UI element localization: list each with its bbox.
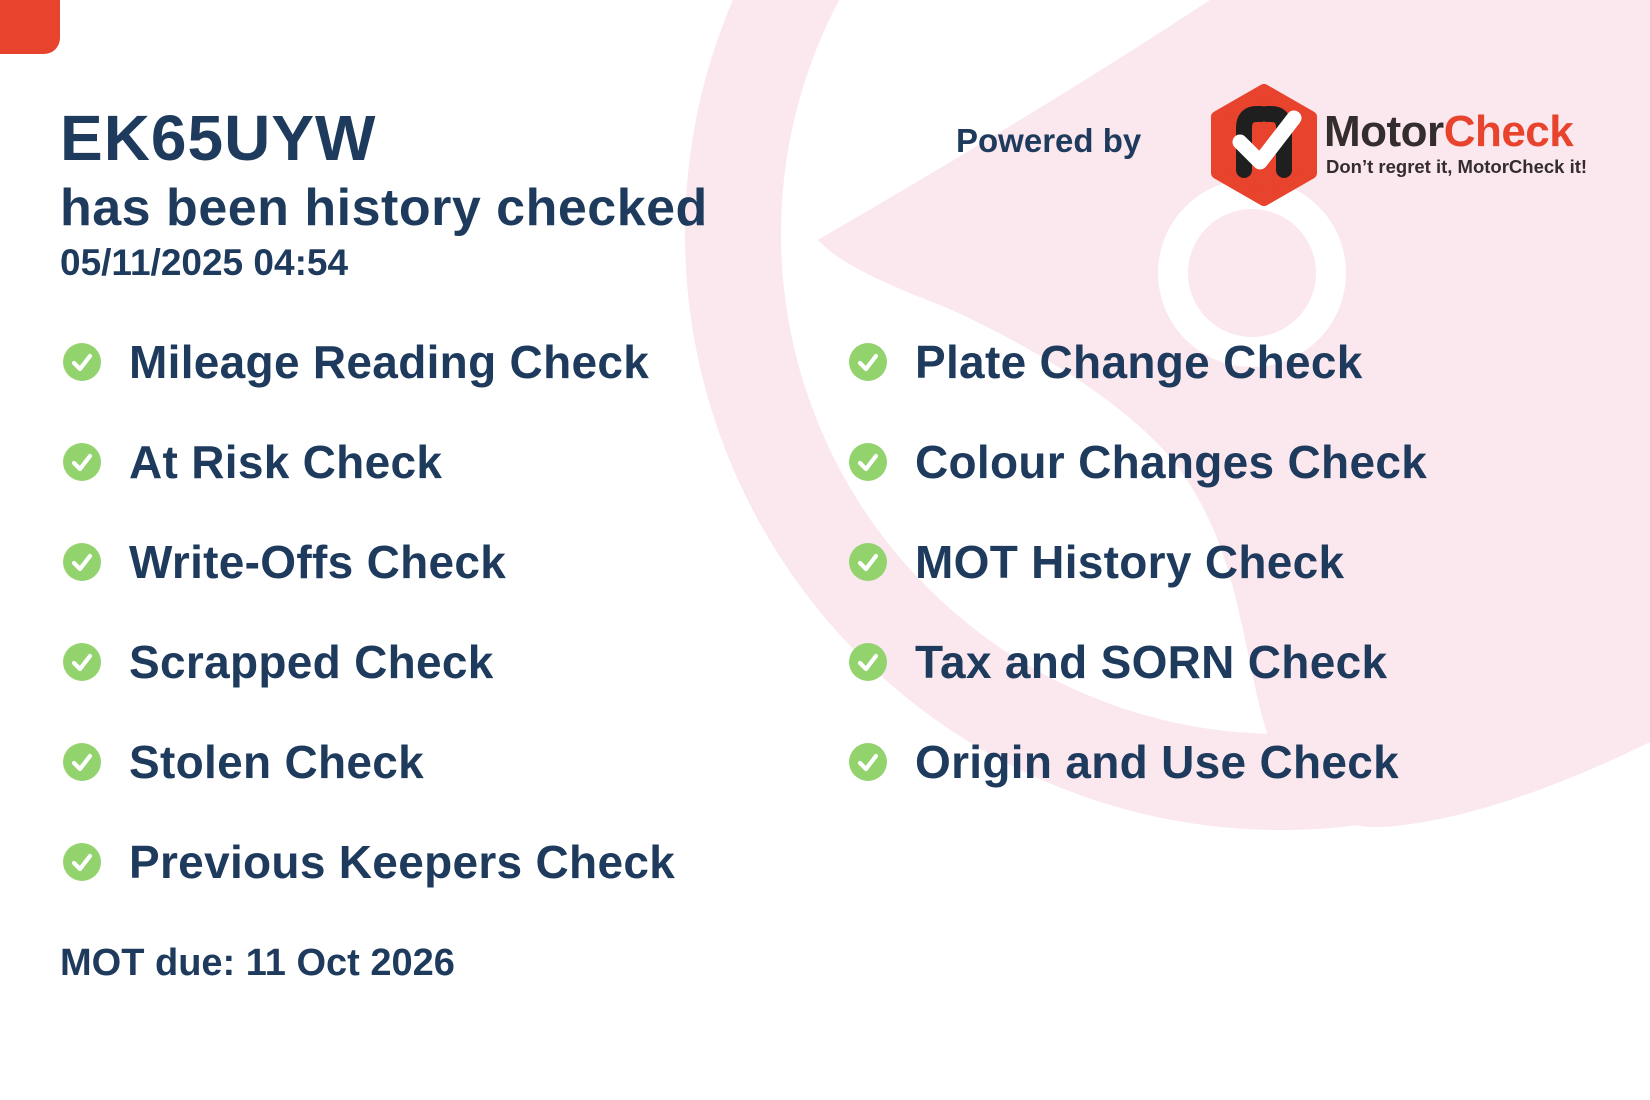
green-check-icon xyxy=(63,343,101,381)
check-item-label: Tax and SORN Check xyxy=(915,636,1388,688)
green-check-icon xyxy=(849,343,887,381)
green-check-icon xyxy=(63,543,101,581)
green-check-icon xyxy=(849,743,887,781)
vehicle-registration: EK65UYW xyxy=(60,102,377,174)
check-item-label: MOT History Check xyxy=(915,536,1345,588)
check-item xyxy=(63,436,443,488)
check-item-label: Stolen Check xyxy=(129,736,425,788)
check-item-label: Mileage Reading Check xyxy=(129,336,650,388)
wordmark-check: Check xyxy=(1443,107,1574,156)
check-item xyxy=(849,636,1388,688)
check-item xyxy=(63,336,650,388)
green-check-icon xyxy=(849,443,887,481)
check-item xyxy=(63,736,425,788)
check-item xyxy=(849,736,1400,788)
check-item-label: Previous Keepers Check xyxy=(129,836,676,888)
green-check-icon xyxy=(63,643,101,681)
check-item-label: Colour Changes Check xyxy=(915,436,1428,488)
check-item-label: Origin and Use Check xyxy=(915,736,1400,788)
green-check-icon xyxy=(849,643,887,681)
check-item xyxy=(63,836,676,888)
page-subtitle: has been history checked xyxy=(60,179,708,237)
check-item-label: Scrapped Check xyxy=(129,636,494,688)
mot-due-text: MOT due: 11 Oct 2026 xyxy=(60,942,455,984)
check-item xyxy=(63,536,507,588)
corner-accent xyxy=(0,0,60,54)
check-item xyxy=(849,336,1363,388)
check-timestamp: 05/11/2025 04:54 xyxy=(60,242,349,283)
green-check-icon xyxy=(63,743,101,781)
green-check-icon xyxy=(63,843,101,881)
green-check-icon xyxy=(63,443,101,481)
brand-tagline: Don’t regret it, MotorCheck it! xyxy=(1326,156,1588,177)
wordmark-motor: Motor xyxy=(1324,107,1444,156)
check-item xyxy=(849,436,1428,488)
check-item xyxy=(63,636,494,688)
green-check-icon xyxy=(849,543,887,581)
check-item-label: Write-Offs Check xyxy=(129,536,507,588)
check-item xyxy=(849,536,1345,588)
motorcheck-wordmark xyxy=(1324,107,1574,156)
powered-by-label: Powered by xyxy=(956,122,1142,159)
check-item-label: At Risk Check xyxy=(129,436,443,488)
motorcheck-logo-icon xyxy=(1208,84,1320,206)
check-item-label: Plate Change Check xyxy=(915,336,1363,388)
